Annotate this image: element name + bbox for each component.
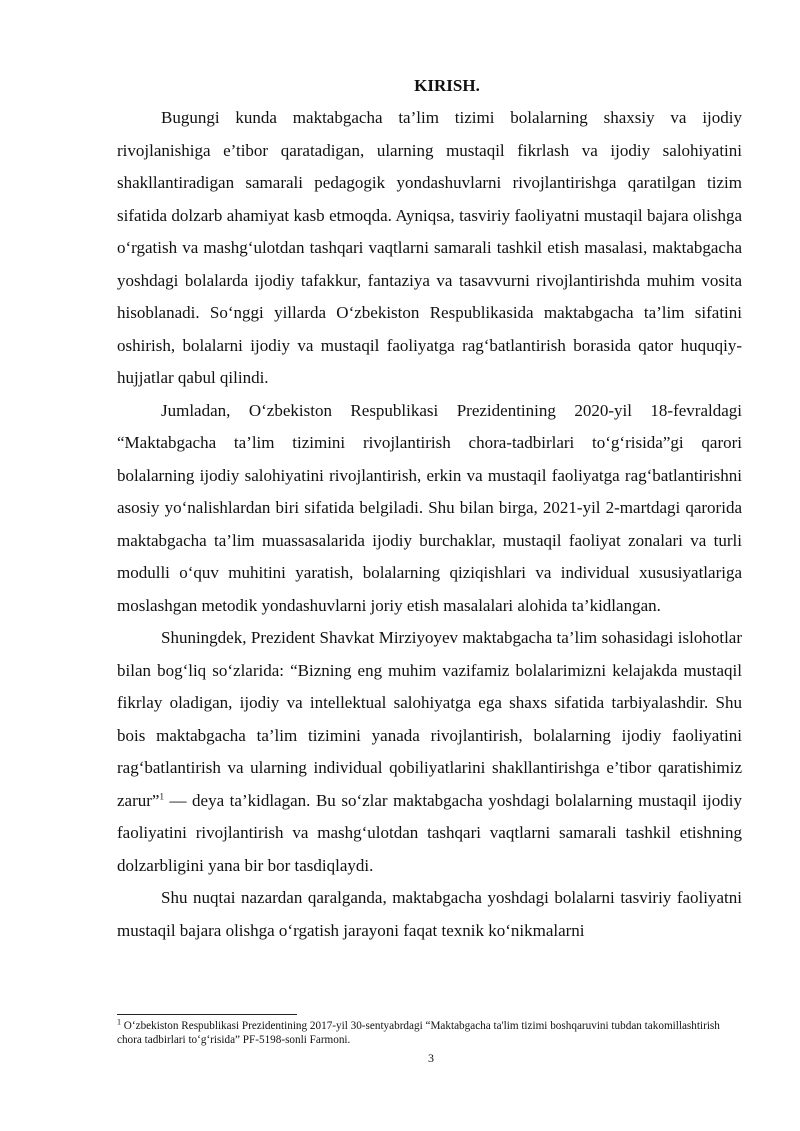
footnote-text: O‘zbekiston Respublikasi Prezidentining 2017-yil 30-sentyabrdagi “Maktabgacha ta'lim tizimi boshqaruvini tubdan takomillashtirish chora tadbirlari to‘g‘risida” PF-5198-sonli Farmoni. xyxy=(117,1020,720,1046)
footnote-number: 1 xyxy=(117,1017,121,1027)
paragraph-3 xyxy=(117,622,742,882)
footnote-reference: 1 xyxy=(159,790,164,801)
paragraph-3-text-before: Shuningdek, Prezident Shavkat Mirziyoyev maktabgacha ta’lim sohasidagi islohotlar bilan bog‘liq so‘zlarida: “Bizning eng muhim vazifamiz bolalarimizni kelajakda mustaqil fikrlay oladigan, ijodiy va intellektual salohiyatga ega shaxs sifatida tarbiyalashdir. Shu bois maktabgacha ta’lim tizimini yanada rivojlantirish, bolalarning ijodiy faoliyatini rag‘batlantirish va ularning individual qobiliyatlarini shakllantirishga e’tibor qaratishimiz zarur” xyxy=(117,628,742,810)
paragraph-2: Jumladan, O‘zbekiston Respublikasi Prezidentining 2020-yil 18-fevraldagi “Maktabgacha ta’lim tizimini rivojlantirish chora-tadbirlari to‘g‘risida”gi qarori bolalarning ijodiy salohiyatini rivojlantirish, erkin va mustaqil faoliyatga rag‘batlantirishni asosiy yo‘nalishlardan biri sifatida belgiladi. Shu bilan birga, 2021-yil 2-martdagi qarorida maktabgacha ta’lim muassasalarida ijodiy burchaklar, mustaqil faoliyat zonalari va turli modulli o‘quv muhitini yaratish, bolalarning qiziqishlari va individual xususiyatlariga moslashgan metodik yondashuvlarni joriy etish masalalari alohida ta’kidlangan. xyxy=(117,400,742,615)
paragraph-3-text-after: — deya ta’kidlagan. Bu so‘zlar maktabgacha yoshdagi bolalarning mustaqil ijodiy faoliyatini rivojlantirish va mashg‘ulotdan tashqari vaqtlarni samarali tashkil etishning dolzarbligini yana bir bor tasdiqlaydi. xyxy=(117,790,742,875)
page-number: 3 xyxy=(428,1051,434,1065)
page-title: KIRISH. xyxy=(414,76,480,95)
footnote-divider xyxy=(117,1014,297,1015)
footnote-1 xyxy=(117,1019,742,1047)
document-page xyxy=(117,72,742,947)
paragraph-1: Bugungi kunda maktabgacha ta’lim tizimi bolalarning shaxsiy va ijodiy rivojlanishiga e’tibor qaratadigan, ularning mustaqil fikrlash va ijodiy salohiyatini shakllantiradigan samarali pedagogik yondashuvlarni rivojlantirishga qaratilgan tizim sifatida dolzarb ahamiyat kasb etmoqda. Ayniqsa, tasviriy faoliyatni mustaqil bajara olishga o‘rgatish va mashg‘ulotdan tashqari vaqtlarni samarali tashkil etish masalasi, maktabgacha yoshdagi bolalarda ijodiy tafakkur, fantaziya va tasavvurni rivojlantirishda muhim vosita hisoblanadi. So‘nggi yillarda O‘zbekiston Respublikasida maktabgacha ta’lim sifatini oshirish, bolalarni ijodiy va mustaqil faoliyatga rag‘batlantirish borasida qator huquqiy-hujjatlar qabul qilindi. xyxy=(117,108,742,387)
paragraph-4: Shu nuqtai nazardan qaralganda, maktabgacha yoshdagi bolalarni tasviriy faoliyatni mustaqil bajara olishga o‘rgatish jarayoni faqat texnik ko‘nikmalarni xyxy=(117,888,742,940)
footnote-area xyxy=(117,1014,742,1047)
